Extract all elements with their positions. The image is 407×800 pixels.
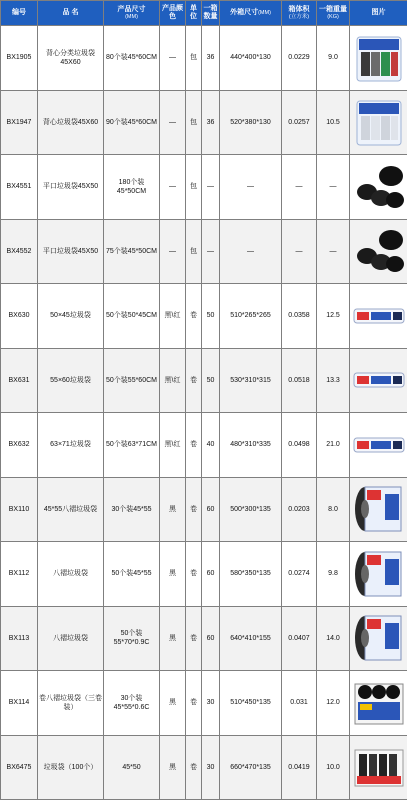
header-color: 产品颜色 xyxy=(160,1,186,26)
cell-color: 黑\红 xyxy=(160,284,186,349)
cell-size: 50个装55*60CM xyxy=(104,348,160,413)
cell-box: 500*300*135 xyxy=(220,477,282,542)
cell-box: 640*410*155 xyxy=(220,606,282,671)
cell-qty: — xyxy=(202,155,220,220)
cell-code: BX112 xyxy=(1,542,38,607)
cell-box: 480*310*335 xyxy=(220,413,282,478)
table-row xyxy=(1,284,407,349)
cell-color: 黑 xyxy=(160,542,186,607)
cell-unit: 卷 xyxy=(186,735,202,800)
cell-size: 75个装45*50CM xyxy=(104,219,160,284)
header-image: 图片 xyxy=(350,1,407,26)
cell-box: 530*310*315 xyxy=(220,348,282,413)
cell-image xyxy=(350,671,407,736)
table-row xyxy=(1,26,407,91)
cell-image xyxy=(350,735,407,800)
cell-volume: 0.0358 xyxy=(282,284,317,349)
product-image xyxy=(351,158,407,216)
cell-weight: 10.0 xyxy=(317,735,350,800)
cell-volume: 0.0257 xyxy=(282,90,317,155)
cell-weight: 9.8 xyxy=(317,542,350,607)
cell-code: BX113 xyxy=(1,606,38,671)
cell-name: 八褶垃圾袋 xyxy=(38,542,104,607)
header-qty: 一箱数量 xyxy=(202,1,220,26)
header-code: 编号 xyxy=(1,1,38,26)
cell-qty: 50 xyxy=(202,348,220,413)
cell-volume: 0.031 xyxy=(282,671,317,736)
cell-unit: 包 xyxy=(186,219,202,284)
cell-qty: 60 xyxy=(202,542,220,607)
cell-image xyxy=(350,155,407,220)
table-row xyxy=(1,413,407,478)
cell-volume: 0.0229 xyxy=(282,26,317,91)
cell-qty: — xyxy=(202,219,220,284)
cell-code: BX632 xyxy=(1,413,38,478)
cell-size: 50个装50*45CM xyxy=(104,284,160,349)
product-image xyxy=(351,351,407,409)
cell-volume: 0.0274 xyxy=(282,542,317,607)
product-image xyxy=(351,480,407,538)
table-row xyxy=(1,90,407,155)
table-row xyxy=(1,735,407,800)
cell-unit: 卷 xyxy=(186,284,202,349)
cell-box: 520*380*130 xyxy=(220,90,282,155)
product-image xyxy=(351,416,407,474)
cell-image xyxy=(350,477,407,542)
cell-box: — xyxy=(220,155,282,220)
cell-color: 黑\红 xyxy=(160,413,186,478)
product-image xyxy=(351,674,407,732)
cell-image xyxy=(350,284,407,349)
cell-image xyxy=(350,542,407,607)
cell-name: 63×71垃圾袋 xyxy=(38,413,104,478)
table-row xyxy=(1,348,407,413)
cell-size: 50个装45*55 xyxy=(104,542,160,607)
cell-volume: — xyxy=(282,219,317,284)
cell-weight: 12.0 xyxy=(317,671,350,736)
product-image xyxy=(351,738,407,796)
cell-code: BX110 xyxy=(1,477,38,542)
cell-name: 平口垃圾袋45X50 xyxy=(38,219,104,284)
table-row xyxy=(1,155,407,220)
cell-color: — xyxy=(160,155,186,220)
cell-qty: 30 xyxy=(202,735,220,800)
cell-name: 平口垃圾袋45X50 xyxy=(38,155,104,220)
cell-image xyxy=(350,90,407,155)
cell-qty: 36 xyxy=(202,90,220,155)
header-box: 外箱尺寸(MM) xyxy=(220,1,282,26)
cell-color: 黑 xyxy=(160,477,186,542)
cell-image xyxy=(350,348,407,413)
cell-qty: 50 xyxy=(202,284,220,349)
cell-unit: 包 xyxy=(186,90,202,155)
cell-unit: 包 xyxy=(186,26,202,91)
header-row xyxy=(1,1,407,26)
cell-code: BX114 xyxy=(1,671,38,736)
cell-code: BX1947 xyxy=(1,90,38,155)
product-image xyxy=(351,287,407,345)
cell-code: BX631 xyxy=(1,348,38,413)
cell-box: 660*470*135 xyxy=(220,735,282,800)
cell-volume: 0.0203 xyxy=(282,477,317,542)
cell-weight: 12.5 xyxy=(317,284,350,349)
cell-color: — xyxy=(160,219,186,284)
cell-weight: 21.0 xyxy=(317,413,350,478)
cell-weight: — xyxy=(317,219,350,284)
cell-color: — xyxy=(160,26,186,91)
cell-weight: 10.5 xyxy=(317,90,350,155)
cell-name: 垃圾袋（100个） xyxy=(38,735,104,800)
cell-volume: 0.0518 xyxy=(282,348,317,413)
cell-qty: 40 xyxy=(202,413,220,478)
cell-volume: 0.0407 xyxy=(282,606,317,671)
cell-unit: 卷 xyxy=(186,542,202,607)
cell-weight: 13.3 xyxy=(317,348,350,413)
product-image xyxy=(351,545,407,603)
product-image xyxy=(351,609,407,667)
cell-name: 背心垃圾袋45X60 xyxy=(38,90,104,155)
table-row xyxy=(1,606,407,671)
cell-weight: — xyxy=(317,155,350,220)
cell-qty: 60 xyxy=(202,477,220,542)
cell-color: 黑 xyxy=(160,606,186,671)
cell-image xyxy=(350,219,407,284)
cell-size: 50个装63*71CM xyxy=(104,413,160,478)
cell-color: 黑\红 xyxy=(160,348,186,413)
table-row xyxy=(1,671,407,736)
cell-volume: 0.0419 xyxy=(282,735,317,800)
cell-code: BX630 xyxy=(1,284,38,349)
table-row xyxy=(1,477,407,542)
cell-color: — xyxy=(160,90,186,155)
cell-unit: 卷 xyxy=(186,606,202,671)
cell-box: 580*350*135 xyxy=(220,542,282,607)
cell-name: 卷八褶垃圾袋（三卷装） xyxy=(38,671,104,736)
cell-image xyxy=(350,606,407,671)
cell-unit: 包 xyxy=(186,155,202,220)
cell-unit: 卷 xyxy=(186,413,202,478)
product-image xyxy=(351,29,407,87)
cell-box: 510*450*135 xyxy=(220,671,282,736)
cell-size: 45*50 xyxy=(104,735,160,800)
cell-size: 80个装45*60CM xyxy=(104,26,160,91)
header-unit: 单位 xyxy=(186,1,202,26)
cell-name: 55×60垃圾袋 xyxy=(38,348,104,413)
cell-weight: 8.0 xyxy=(317,477,350,542)
cell-code: BX1905 xyxy=(1,26,38,91)
cell-volume: — xyxy=(282,155,317,220)
header-name: 品 名 xyxy=(38,1,104,26)
cell-code: BX4551 xyxy=(1,155,38,220)
cell-code: BX4552 xyxy=(1,219,38,284)
table-row xyxy=(1,542,407,607)
product-image xyxy=(351,222,407,280)
cell-image xyxy=(350,26,407,91)
header-size: 产品尺寸 (MM) xyxy=(104,1,160,26)
cell-color: 黑 xyxy=(160,735,186,800)
cell-name: 八褶垃圾袋 xyxy=(38,606,104,671)
cell-image xyxy=(350,413,407,478)
cell-box: — xyxy=(220,219,282,284)
cell-size: 180个装45*50CM xyxy=(104,155,160,220)
cell-weight: 14.0 xyxy=(317,606,350,671)
cell-code: BX6475 xyxy=(1,735,38,800)
cell-name: 45*55八褶垃圾袋 xyxy=(38,477,104,542)
cell-volume: 0.0498 xyxy=(282,413,317,478)
cell-box: 510*265*265 xyxy=(220,284,282,349)
cell-box: 440*400*130 xyxy=(220,26,282,91)
header-volume: 箱体积 (立方米) xyxy=(282,1,317,26)
cell-size: 30个装45*55*0.6C xyxy=(104,671,160,736)
cell-qty: 60 xyxy=(202,606,220,671)
cell-unit: 卷 xyxy=(186,477,202,542)
cell-name: 50×45垃圾袋 xyxy=(38,284,104,349)
cell-name: 背心分类垃圾袋45X60 xyxy=(38,26,104,91)
product-image xyxy=(351,93,407,151)
cell-unit: 卷 xyxy=(186,671,202,736)
cell-size: 90个装45*60CM xyxy=(104,90,160,155)
cell-color: 黑 xyxy=(160,671,186,736)
cell-size: 50个装55*70*0.9C xyxy=(104,606,160,671)
cell-unit: 卷 xyxy=(186,348,202,413)
header-weight: 一箱重量 (KG) xyxy=(317,1,350,26)
cell-weight: 9.0 xyxy=(317,26,350,91)
table-row xyxy=(1,219,407,284)
cell-size: 30个装45*55 xyxy=(104,477,160,542)
cell-qty: 30 xyxy=(202,671,220,736)
cell-qty: 36 xyxy=(202,26,220,91)
